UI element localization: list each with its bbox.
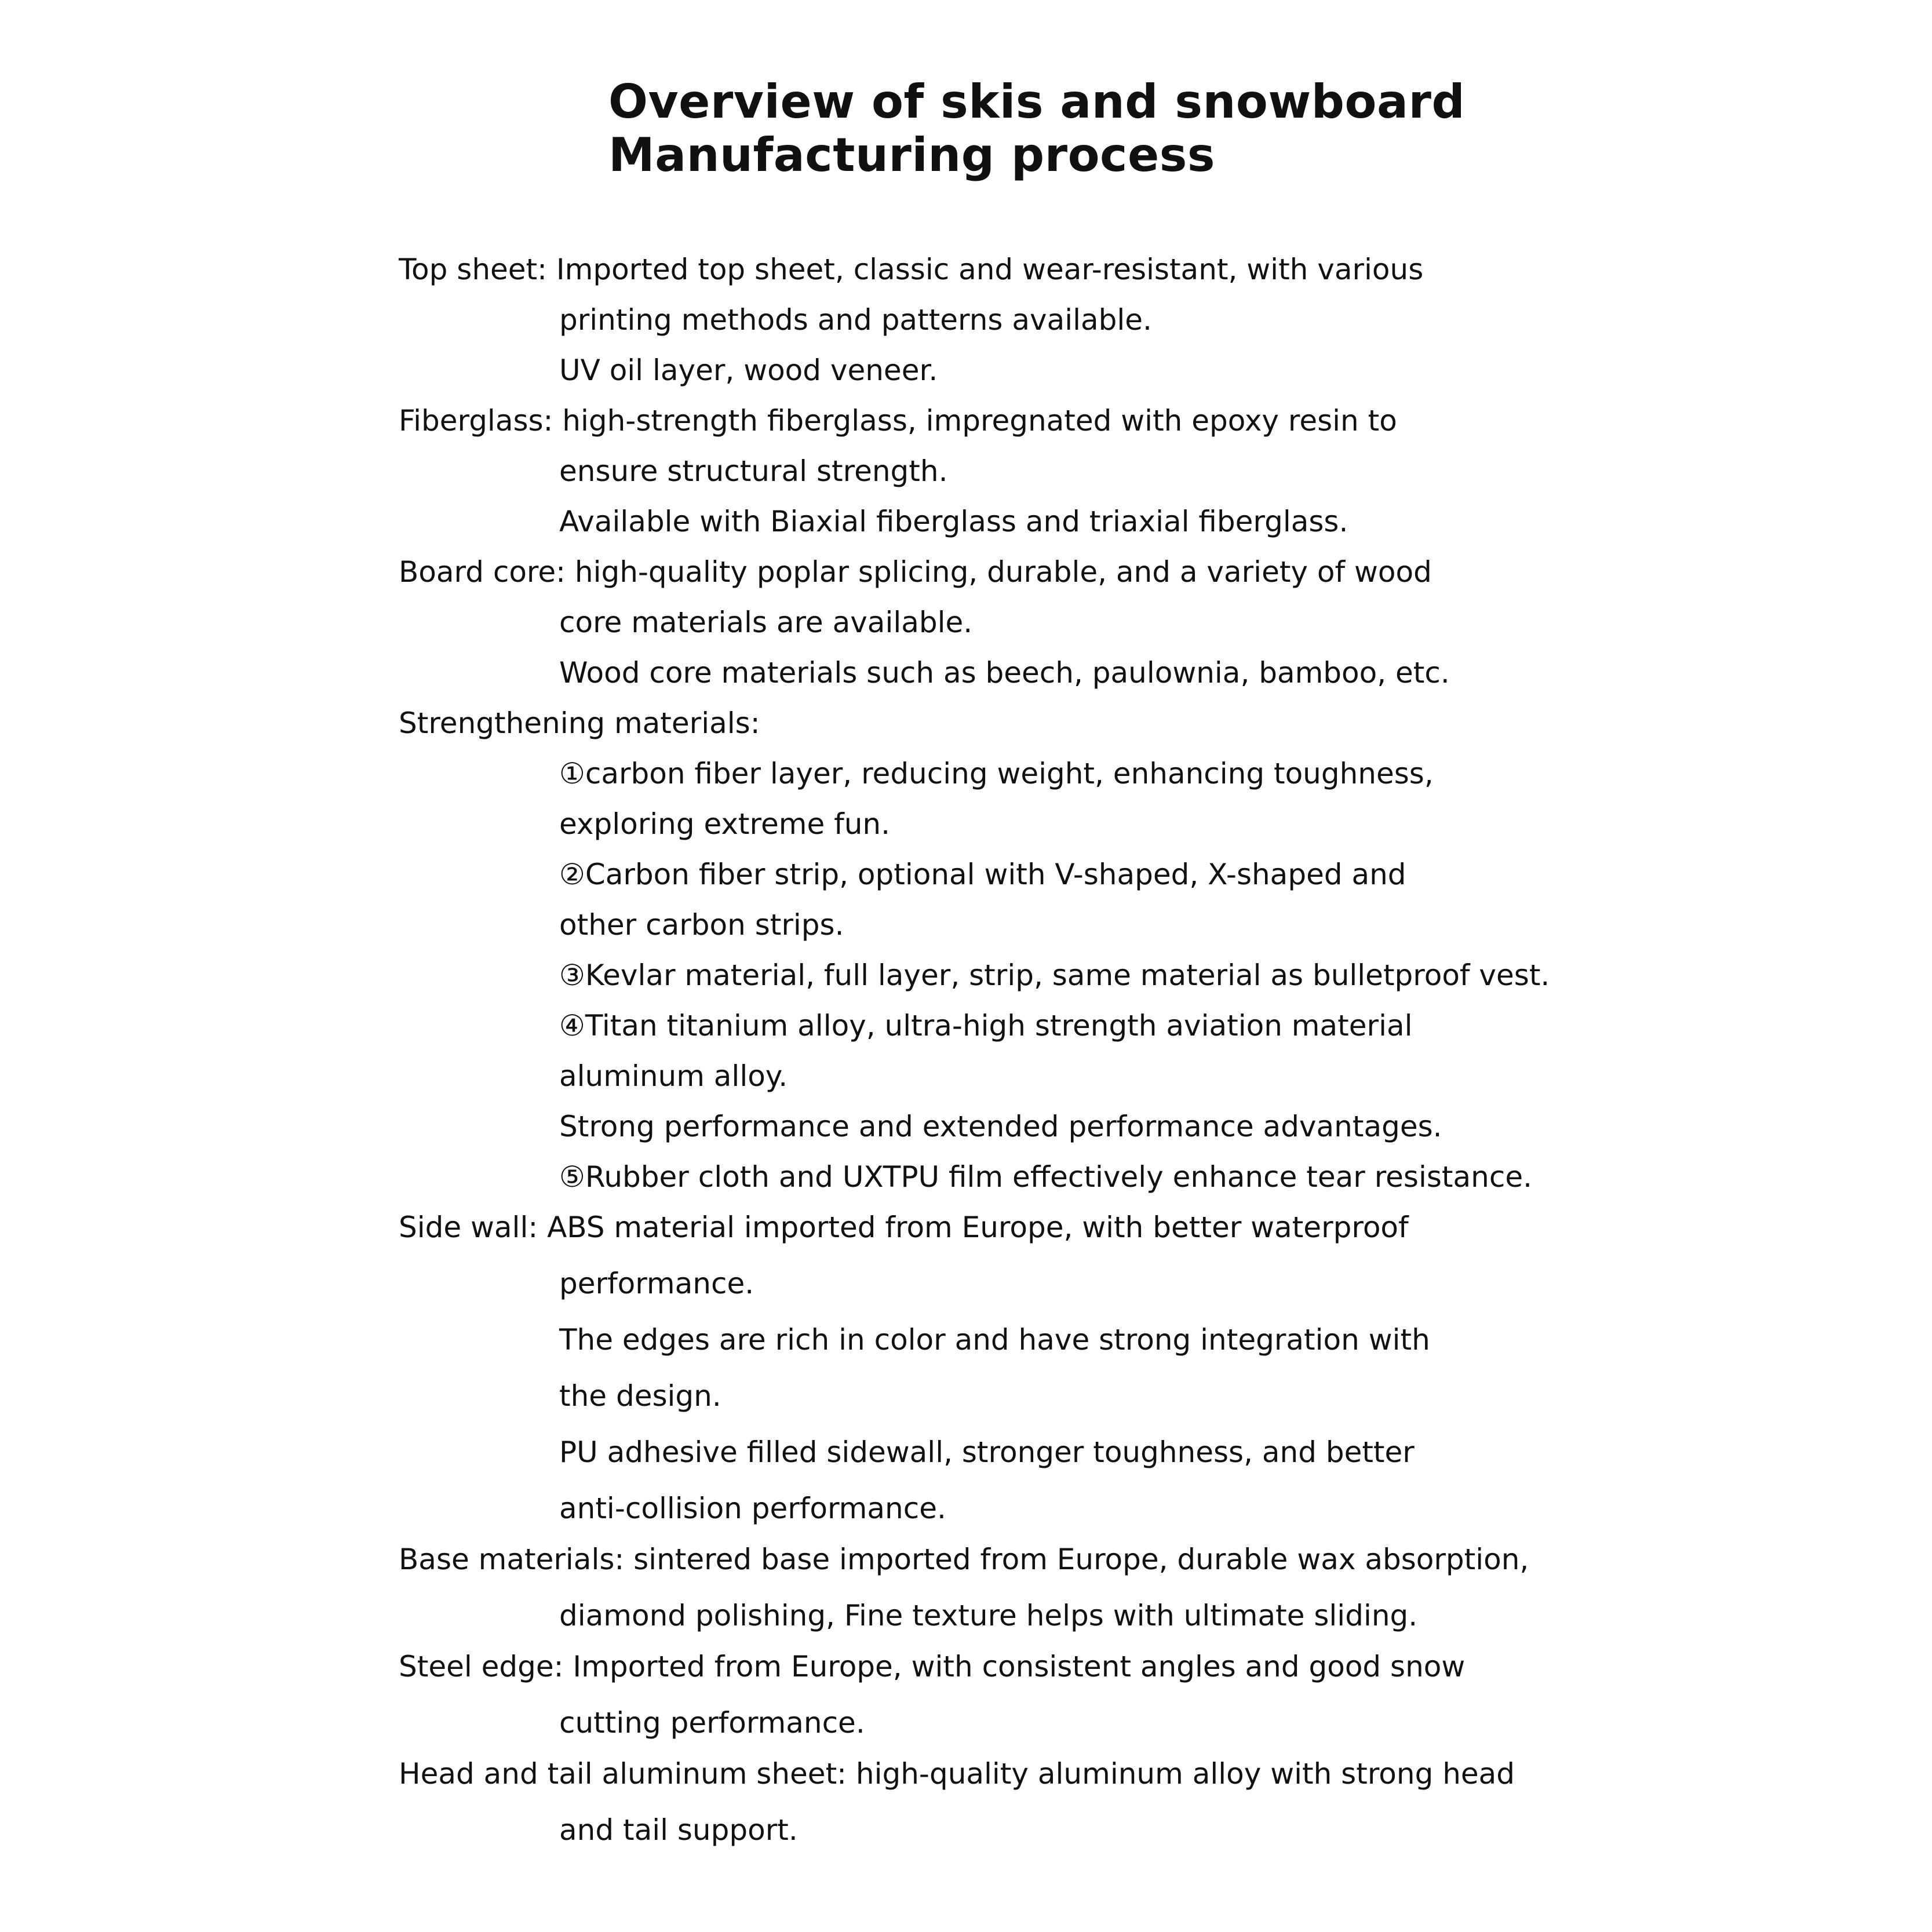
base-materials-line: Base materials: sintered base imported from Europe, durable wax absorption,: [399, 1543, 1529, 1576]
head-tail-sheet-line: and tail support.: [559, 1813, 798, 1847]
top-sheet-line: printing methods and patterns available.: [559, 303, 1152, 337]
top-sheet-line: Top sheet: Imported top sheet, classic and wear-resistant, with various: [399, 253, 1424, 286]
title-line-1: Overview of skis and snowboard: [608, 75, 1466, 129]
top-sheet-line: UV oil layer, wood veneer.: [559, 353, 938, 387]
board-core-line: core materials are available.: [559, 606, 973, 639]
strengthening-line: ②Carbon fiber strip, optional with V-shaped, X-shaped and: [559, 858, 1406, 891]
side-wall-line: anti-collision performance.: [559, 1492, 946, 1525]
fiberglass-line: Available with Biaxial fiberglass and triaxial fiberglass.: [559, 505, 1348, 538]
title-line-2: Manufacturing process: [608, 128, 1215, 182]
base-materials-line: diamond polishing, Fine texture helps with ultimate sliding.: [559, 1599, 1418, 1632]
strengthening-line: exploring extreme fun.: [559, 807, 890, 841]
strengthening-line: other carbon strips.: [559, 908, 844, 942]
head-tail-sheet-line: Head and tail aluminum sheet: high-quality aluminum alloy with strong head: [399, 1757, 1515, 1791]
page-title: [608, 75, 1465, 182]
side-wall-line: PU adhesive filled sidewall, stronger toughness, and better: [559, 1435, 1415, 1469]
strengthening-line: ①carbon fiber layer, reducing weight, enhancing toughness,: [559, 757, 1434, 790]
strengthening-line: ⑤Rubber cloth and UXTPU film effectively enhance tear resistance.: [559, 1160, 1533, 1194]
strengthening-line: ④Titan titanium alloy, ultra-high strength aviation material: [559, 1009, 1413, 1042]
strengthening-line: aluminum alloy.: [559, 1059, 788, 1093]
board-core-line: Board core: high-quality poplar splicing, durable, and a variety of wood: [399, 555, 1432, 589]
side-wall-line: the design.: [559, 1379, 721, 1413]
fiberglass-line: ensure structural strength.: [559, 454, 948, 488]
side-wall-line: performance.: [559, 1267, 754, 1300]
steel-edge-line: Steel edge: Imported from Europe, with consistent angles and good snow: [399, 1650, 1466, 1683]
steel-edge-line: cutting performance.: [559, 1706, 865, 1740]
strengthening-line: ③Kevlar material, full layer, strip, same material as bulletproof vest.: [559, 958, 1550, 992]
board-core-line: Wood core materials such as beech, paulownia, bamboo, etc.: [559, 656, 1450, 690]
side-wall-line: The edges are rich in color and have strong integration with: [559, 1323, 1430, 1357]
fiberglass-line: Fiberglass: high-strength fiberglass, impregnated with epoxy resin to: [399, 404, 1397, 438]
strengthening-line: Strong performance and extended performance advantages.: [559, 1110, 1442, 1143]
strengthening-heading: Strengthening materials:: [399, 706, 760, 740]
side-wall-line: Side wall: ABS material imported from Europe, with better waterproof: [399, 1211, 1409, 1244]
